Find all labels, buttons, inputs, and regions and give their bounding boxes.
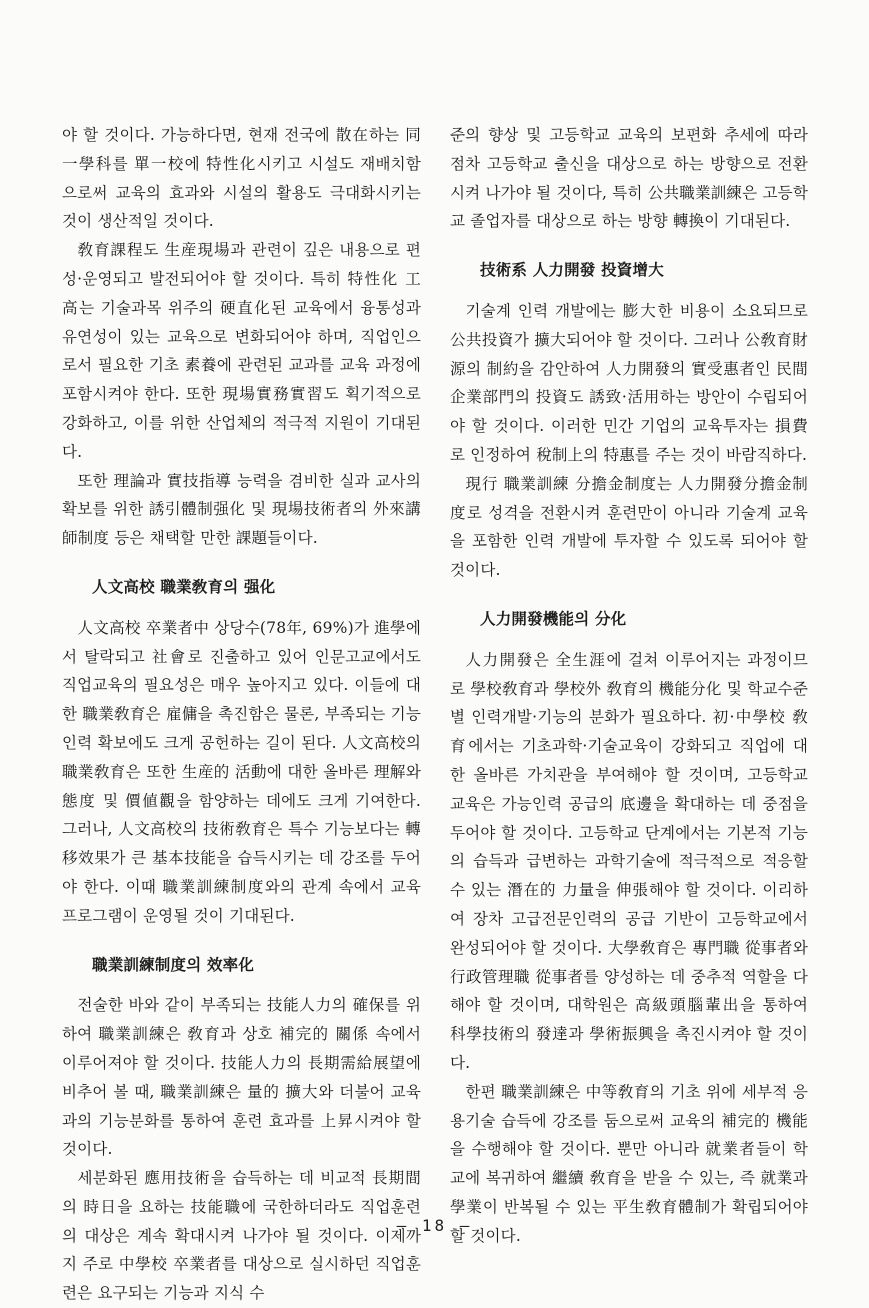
paragraph: 敎育課程도 生産現場과 관련이 깊은 내용으로 편성·운영되고 발전되어야 할 것이다. 특히 特性化 工高는 기술과목 위주의 硬直化된 교육에서 융통성과 유연성이 있는 교육으로 변화되어야 하며, 직업인으로서 필요한 기초 素養에 관련된 교과를 교육 과정에 포함시켜야 한다. 또한 現場實務實習도 획기적으로 강화하고, 이를 위한 산업체의 적극적 지원이 기대된다. bbox=[62, 241, 421, 461]
section-heading: 人力開發機能의 分化 bbox=[480, 609, 627, 628]
paragraph: 한편 職業訓練은 中等敎育의 기초 위에 세부적 응용기술 습득에 강조를 둠으로써 교육의 補完的 機能을 수행해야 할 것이다. 뿐만 아니라 就業者들이 학교에 복귀하여 繼續 敎育을 받을 수 있는, 즉 就業과 學業이 반복될 수 있는 平生敎育體制가 확립되어야 할 것이다. bbox=[450, 1082, 808, 1245]
paragraph: 現行 職業訓練 分擔金制度는 人力開發分擔金制度로 성격을 전환시켜 훈련만이 아니라 기술계 교육을 포함한 인력 개발에 투자할 수 있도록 되어야 할 것이다. bbox=[450, 474, 808, 580]
paragraph: 人力開發은 全生涯에 걸쳐 이루어지는 과정이므로 學校敎育과 學校外 敎育의 機能分化 및 학교수준별 인력개발·기능의 분화가 필요하다. 初·中學校 敎育에서는 기초과학·기술교육이 강화되고 직업에 대한 올바른 가치관을 부여해야 할 것이며, 고등학교 교육은 가능인력 공급의 底邊을 확대하는 데 중점을 두어야 할 것이다. 고등학교 단계에서는 기본적 기능의 습득과 급변하는 과학기술에 적극적으로 적응할 수 있는 潛在的 力量을 伸張해야 할 것이다. 이리하여 장차 고급전문인력의 공급 기반이 고등학교에서 완성되어야 할 것이다. 大學敎育은 專門職 從事者와 行政管理職 從事者를 양성하는 데 중추적 역할을 다 해야 할 것이며, 대학원은 高級頭腦輩出을 통하여 科學技術의 發達과 學術振興을 촉진시켜야 할 것이다. bbox=[450, 650, 808, 1072]
paragraph: 세분화된 應用技術을 습득하는 데 비교적 長期間의 時日을 요하는 技能職에 국한하더라도 직업훈련의 대상은 계속 확대시켜 나가야 될 것이다. 이제까지 주로 中學校 卒業者를 대상으로 실시하던 직업훈련은 요구되는 기능과 지식 수 bbox=[62, 1169, 421, 1303]
paragraph: 준의 향상 및 고등학교 교육의 보편화 추세에 따라 점차 고등학교 출신을 대상으로 하는 방향으로 전환시켜 나가야 될 것이다, 특히 公共職業訓練은 고등학교 졸업자를 대상으로 하는 방향 轉換이 기대된다. bbox=[450, 126, 808, 231]
paragraph: 전술한 바와 같이 부족되는 技能人力의 確保를 위하여 職業訓練은 敎育과 상호 補完的 關係 속에서 이루어져야 할 것이다. 技能人力의 長期需給展望에 비추어 볼 때, 職業訓練은 量的 擴大와 더불어 교육과의 기능분화를 통하여 훈련 효과를 上昇시켜야 할 것이다. bbox=[62, 996, 421, 1159]
paragraph: 人文高校 卒業者中 상당수(78年, 69%)가 進學에서 탈락되고 社會로 진출하고 있어 인문고교에서도 직업교육의 필요성은 매우 높아지고 있다. 이들에 대한 職業敎育은 雇傭을 촉진함은 물론, 부족되는 기능 인력 확보에도 크게 공헌하는 길이 된다. 人文高校의 職業敎育은 또한 生産的 活動에 대한 올바른 理解와 態度 및 價値觀을 함양하는 데에도 크게 기여한다. 그러나, 人文高校의 技術敎育은 특수 기능보다는 轉移效果가 큰 基本技能을 습득시키는 데 강조를 두어야 한다. 이때 職業訓練制度와의 관계 속에서 교육 프로그램이 운영될 것이 기대된다. bbox=[62, 618, 421, 925]
paragraph: 또한 理論과 實技指導 능력을 겸비한 실과 교사의 확보를 위한 誘引體制强化 및 現場技術者의 外來講師制度 등은 채택할 만한 課題들이다. bbox=[62, 471, 421, 548]
paragraph: 야 할 것이다. 가능하다면, 현재 전국에 散在하는 同一學科를 單一校에 特性化시키고 시설도 재배치함으로써 교육의 효과와 시설의 활용도 극대화시키는 것이 생산적일 것이다. bbox=[62, 126, 421, 231]
section-heading: 技術系 人力開發 投資增大 bbox=[480, 261, 664, 280]
section-heading: 職業訓練制度의 效率化 bbox=[92, 955, 255, 974]
left-column bbox=[62, 121, 421, 1308]
section-heading: 人文高校 職業敎育의 强化 bbox=[92, 577, 276, 596]
paragraph: 기술계 인력 개발에는 膨大한 비용이 소요되므로 公共投資가 擴大되어야 할 것이다. 그러나 公敎育財源의 制約을 감안하여 人力開發의 實受惠者인 民間企業部門의 投資도 誘致·活用하는 방안이 수립되어야 할 것이다. 이러한 민간 기업의 교육투자는 損費로 인정하여 稅制上의 特惠를 주는 것이 바람직하다. bbox=[450, 301, 808, 464]
page-number: — 18 — bbox=[396, 1216, 473, 1235]
right-column bbox=[450, 121, 808, 1250]
